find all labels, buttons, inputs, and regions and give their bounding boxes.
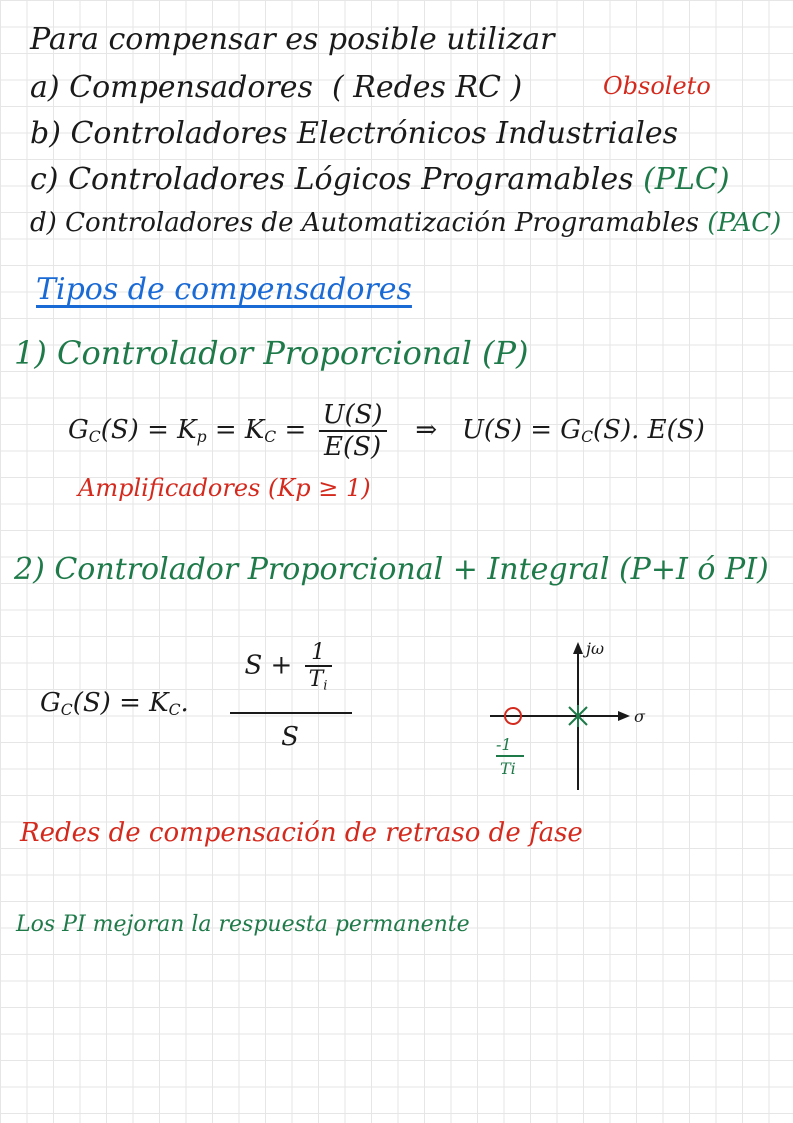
- eq-kc-sub: C: [264, 427, 277, 446]
- eq-rhs: U(S) = G: [461, 415, 582, 445]
- obsolete-note: Obsoleto: [603, 72, 711, 100]
- implies-icon: ⇒: [415, 415, 438, 445]
- option-label: b): [30, 116, 61, 151]
- intro-text: Para compensar es posible utilizar: [30, 22, 555, 57]
- eq-rhs-tail: (S). E(S): [593, 415, 705, 445]
- imag-axis-label: jω: [586, 639, 605, 658]
- eq-g-sub: C: [60, 700, 73, 719]
- num-s: S +: [244, 650, 293, 681]
- eq-kp: (S) = K: [100, 415, 197, 445]
- eq-kc: (S) = K: [72, 688, 169, 718]
- inner-fraction: [305, 640, 332, 693]
- real-axis-label: σ: [634, 707, 645, 726]
- eq-kc: = K: [214, 415, 265, 445]
- eq-g: G: [40, 688, 61, 718]
- types-heading: Tipos de compensadores: [36, 272, 412, 307]
- option-text: Controladores Electrónicos Industriales: [70, 116, 678, 151]
- option-a: [30, 70, 522, 105]
- inner-den: [305, 667, 332, 693]
- inner-den-sub: i: [323, 678, 328, 694]
- eq-kc-sub: C: [168, 700, 181, 719]
- s-plane-plot: [470, 630, 650, 800]
- p-equation: [68, 400, 705, 462]
- frac-den: E(S): [324, 432, 382, 462]
- eq-rhs-sub: C: [581, 427, 594, 446]
- option-abbr: (PLC): [643, 162, 730, 197]
- option-label: d): [30, 208, 57, 238]
- option-text: Compensadores: [69, 70, 313, 105]
- pi-fraction-denominator: S: [281, 722, 299, 752]
- inner-den-t: T: [308, 667, 324, 692]
- eq-dot: .: [180, 688, 189, 718]
- lag-network-note: Redes de compensación de retraso de fase: [20, 818, 583, 848]
- option-b: [30, 116, 678, 151]
- pi-section-title: 2) Controlador Proporcional + Integral (P+I ó PI): [14, 552, 769, 587]
- zero-label-den: Ti: [500, 759, 516, 778]
- option-c: [30, 162, 730, 197]
- amplifier-note: Amplificadores (Kp ≥ 1): [78, 474, 371, 502]
- eq-g-sub: C: [88, 427, 101, 446]
- option-text: Controladores de Automatización Programables: [65, 208, 699, 238]
- main-fraction-bar: [230, 712, 352, 714]
- frac-num: U(S): [319, 400, 387, 432]
- pi-equation: [40, 640, 380, 770]
- option-d: [30, 208, 781, 238]
- p-section-title: 1) Controlador Proporcional (P): [14, 334, 529, 372]
- inner-num: 1: [305, 640, 332, 667]
- eq-equals: =: [284, 415, 307, 445]
- option-detail: ( Redes RC ): [332, 70, 523, 105]
- pi-fraction-numerator: [230, 640, 350, 693]
- real-axis-arrow-icon: [618, 711, 630, 721]
- zero-label-num: -1: [496, 735, 512, 754]
- pi-conclusion: Los PI mejoran la respuesta permanente: [16, 912, 470, 937]
- p-fraction: [319, 400, 387, 462]
- eq-kp-sub: p: [196, 427, 207, 446]
- option-abbr: (PAC): [707, 208, 782, 238]
- option-text: Controladores Lógicos Programables: [68, 162, 634, 197]
- eq-g: G: [68, 415, 89, 445]
- imag-axis-arrow-icon: [573, 642, 583, 654]
- option-label: c): [30, 162, 59, 197]
- option-label: a): [30, 70, 60, 105]
